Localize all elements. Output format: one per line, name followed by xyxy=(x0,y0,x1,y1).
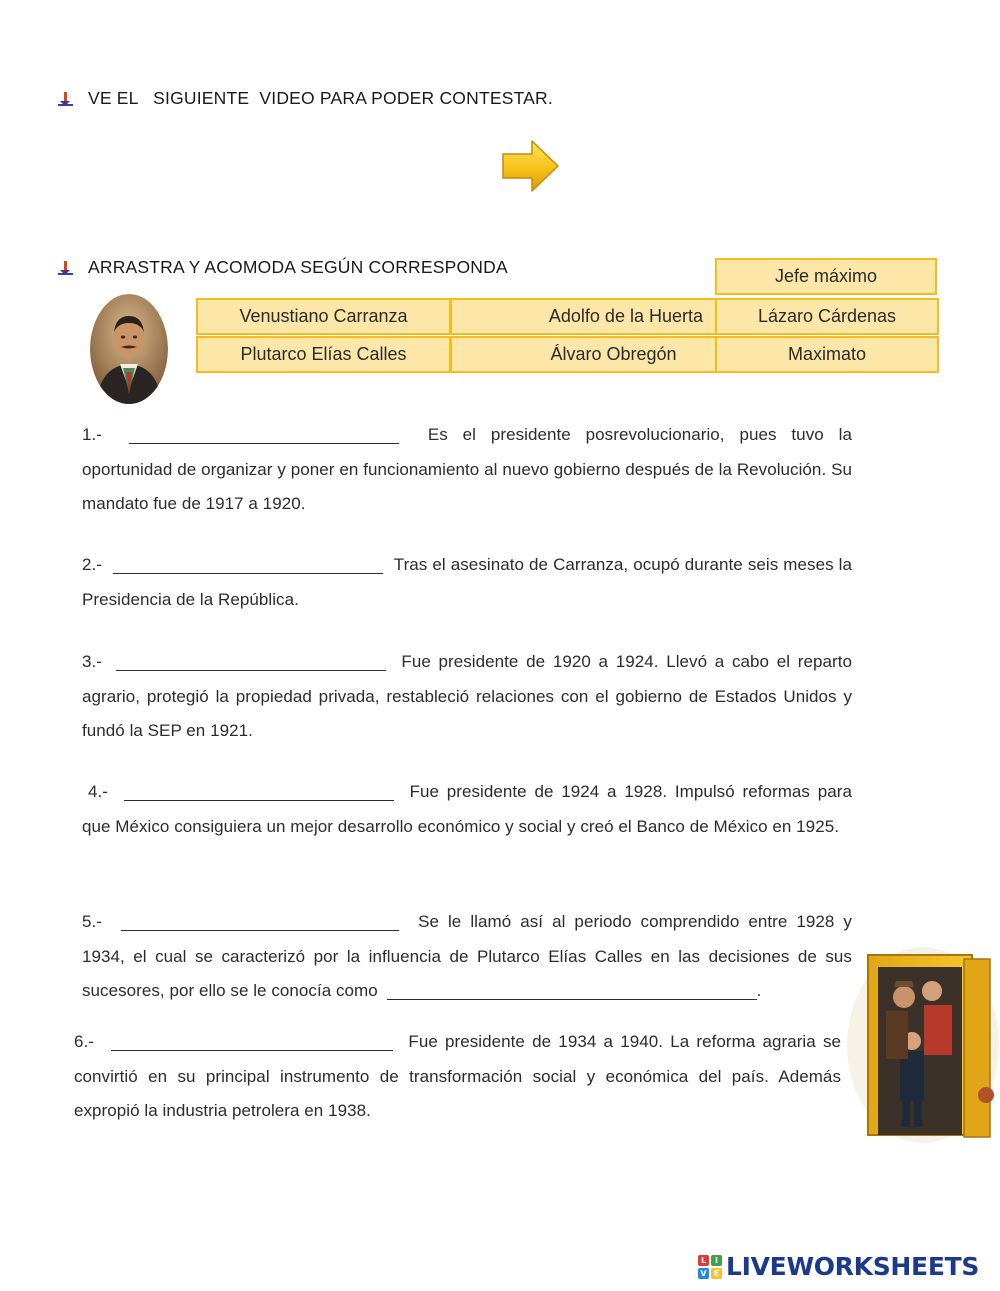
answer-blank-3[interactable] xyxy=(116,651,386,671)
answer-blank-2[interactable] xyxy=(113,554,383,574)
question-4 xyxy=(82,775,852,844)
word-tile-alvaro-obregon[interactable]: Álvaro Obregón xyxy=(450,336,717,373)
bullet-icon xyxy=(58,92,74,106)
question-number: 1.- xyxy=(82,425,102,444)
answer-blank-4[interactable] xyxy=(124,781,394,801)
question-text: Tras el asesinato de Carranza, ocupó durante seis meses la Presidencia de la República. xyxy=(82,555,852,609)
play-video-arrow-icon[interactable] xyxy=(500,138,562,194)
question-1 xyxy=(82,418,852,522)
instruction-drag-text: ARRASTRA Y ACOMODA SEGÚN CORRESPONDA xyxy=(88,257,508,277)
word-tile-maximato[interactable]: Maximato xyxy=(715,336,939,373)
question-text: Fue presidente de 1934 a 1940. La reforma agraria se convirtió en su principal instrumento de transformación social y económica del país. Además expropió la industria petrolera en 1938. xyxy=(74,1032,842,1120)
question-number: 2.- xyxy=(82,555,102,574)
question-text: Fue presidente de 1924 a 1928. Impulsó reformas para que México consiguiera un mejor desarrollo económico y social y creó el Banco de México en 1925. xyxy=(82,782,852,836)
word-tile-lazaro-cardenas[interactable]: Lázaro Cárdenas xyxy=(715,298,939,335)
brand-name: LIVEWORKSHEETS xyxy=(726,1252,980,1281)
answer-blank-5[interactable] xyxy=(121,911,399,931)
liveworksheets-logo[interactable] xyxy=(698,1252,979,1281)
revolution-figures-image xyxy=(846,945,1000,1150)
question-5 xyxy=(82,905,852,1009)
word-tile-venustiano-carranza[interactable]: Venustiano Carranza xyxy=(196,298,451,335)
answer-blank-5b[interactable] xyxy=(387,980,757,1000)
liveworksheets-mark-icon: L I V E xyxy=(698,1255,722,1279)
question-text: Fue presidente de 1920 a 1924. Llevó a cabo el reparto agrario, protegió la propiedad privada, restableció relaciones con el gobierno de Estados Unidos y fundó la SEP en 1921. xyxy=(82,652,852,740)
question-text: Es el presidente posrevolucionario, pues tuvo la oportunidad de organizar y poner en funcionamiento al nuevo gobierno después de la Revolución. Su mandato fue de 1917 a 1920. xyxy=(82,425,852,513)
word-tile-adolfo-de-la-huerta[interactable]: Adolfo de la Huerta xyxy=(450,298,717,335)
word-tile-plutarco-elias-calles[interactable]: Plutarco Elías Calles xyxy=(196,336,451,373)
question-2 xyxy=(82,548,852,617)
question-number: 4.- xyxy=(88,782,108,801)
bullet-icon xyxy=(58,261,74,275)
question-3 xyxy=(82,645,852,749)
question-number: 3.- xyxy=(82,652,102,671)
question-text: Se le llamó así al periodo comprendido entre 1928 y 1934, el cual se caracterizó por la influencia de Plutarco Elías Calles en las decisiones de sus sucesores, por ello se le conocía como xyxy=(82,912,852,1000)
instruction-drag xyxy=(58,257,508,278)
instruction-video xyxy=(58,88,553,109)
instruction-video-text: VE EL SIGUIENTE VIDEO PARA PODER CONTESTAR. xyxy=(88,88,553,108)
answer-blank-1[interactable] xyxy=(129,424,399,444)
question-6 xyxy=(74,1025,841,1129)
portrait-image xyxy=(90,294,168,404)
word-tile-jefe-maximo[interactable]: Jefe máximo xyxy=(715,258,937,295)
question-text-end: . xyxy=(756,981,762,1000)
question-number: 5.- xyxy=(82,912,102,931)
answer-blank-6[interactable] xyxy=(111,1031,393,1051)
question-number: 6.- xyxy=(74,1032,94,1051)
